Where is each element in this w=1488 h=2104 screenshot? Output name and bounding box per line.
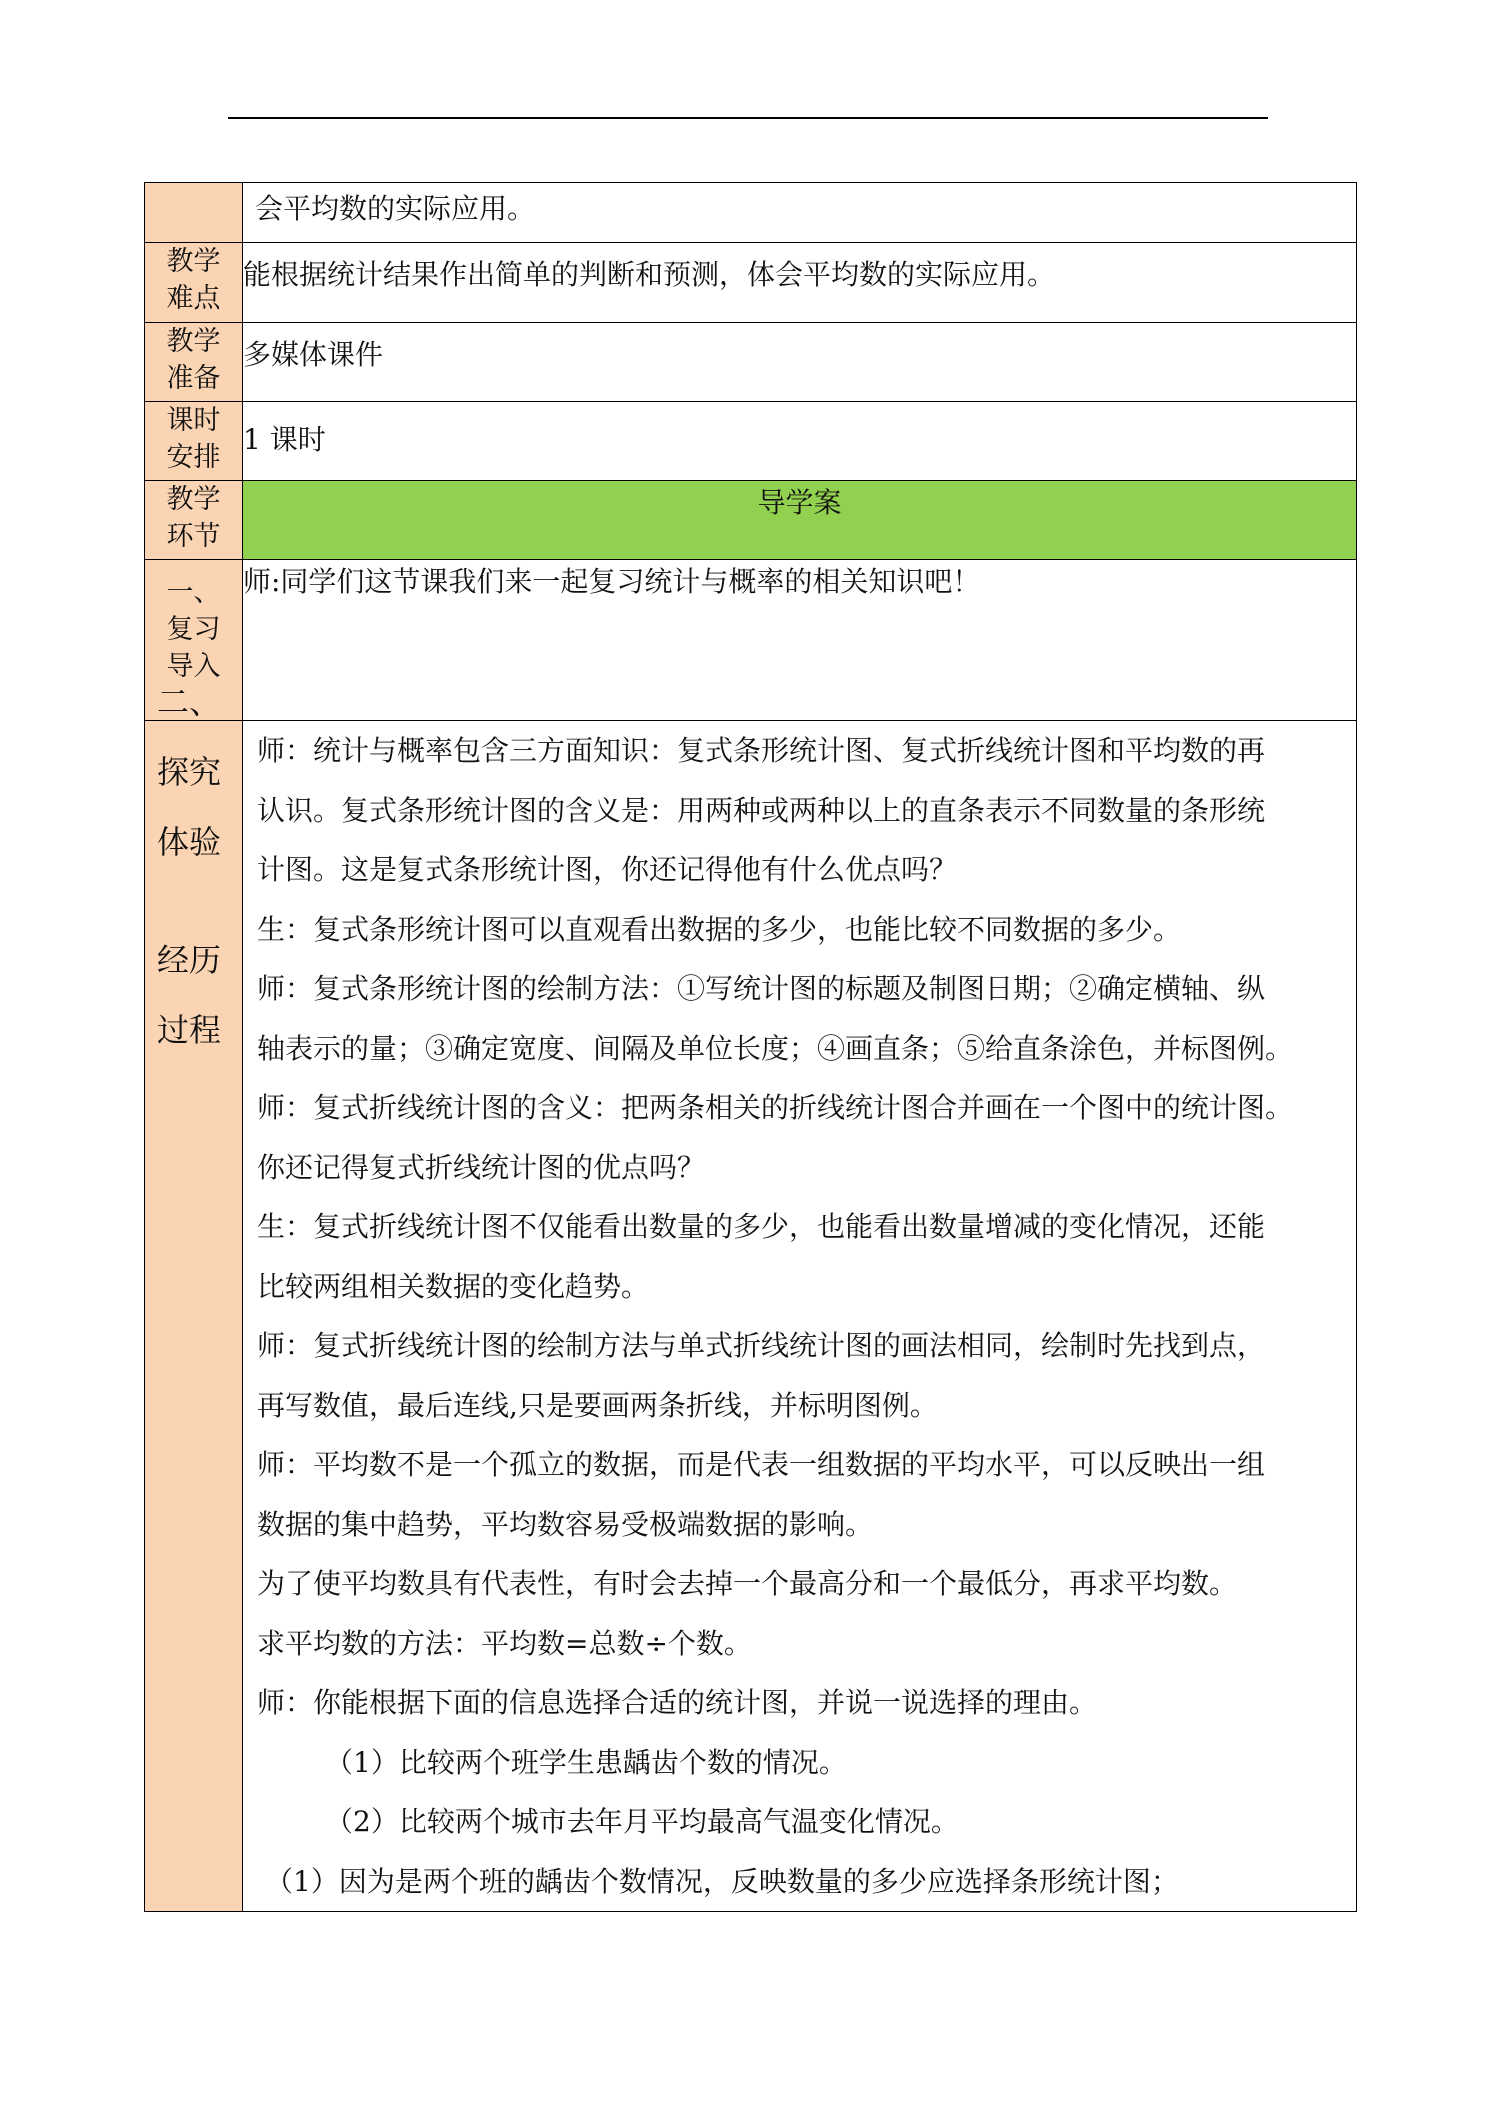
paragraph-line: 生：复式条形统计图可以直观看出数据的多少，也能比较不同数据的多少。 [257,912,1182,946]
prep-text: 多媒体课件 [243,323,1357,402]
row-label-line-2: 探究 [157,753,222,791]
table-row-explore [145,721,1357,1912]
row-label-line-4: 经历 [157,941,222,979]
row-label-line-2: 准备 [166,363,221,394]
continuation-text: 会平均数的实际应用。 [243,183,1357,243]
paragraph-line: （1）因为是两个班的龋齿个数情况，反映数量的多少应选择条形统计图； [265,1864,1179,1898]
table-row-review [145,560,1357,721]
row-label-line-5: 过程 [157,1011,222,1049]
paragraph-line: （1）比较两个班学生患龋齿个数的情况。 [325,1745,847,1779]
paragraph-line: 数据的集中趋势，平均数容易受极端数据的影响。 [257,1507,874,1541]
table-row-section [145,481,1357,560]
row-label-prep [145,323,243,402]
paragraph-line: 师：统计与概率包含三方面知识：复式条形统计图、复式折线统计图和平均数的再 [257,734,1266,767]
row-label-line-2: 复习 [166,614,221,645]
table-row-schedule [145,402,1357,481]
row-label-line-2: 难点 [166,283,221,314]
difficulty-text: 能根据统计结果作出简单的判断和预测，体会平均数的实际应用。 [243,243,1357,323]
table-row-continuation [145,183,1357,243]
paragraph-line: 认识。复式条形统计图的含义是：用两种或两种以上的直条表示不同数量的条形统 [257,793,1266,827]
explore-content [243,721,1357,1912]
lesson-plan-table [144,182,1357,1912]
paragraph-line: 师：你能根据下面的信息选择合适的统计图，并说一说选择的理由。 [257,1686,1098,1719]
paragraph-line: 师：复式折线统计图的绘制方法与单式折线统计图的画法相同，绘制时先找到点， [257,1329,1266,1362]
paragraph-line: 师：平均数不是一个孤立的数据，而是代表一组数据的平均水平，可以反映出一组 [257,1448,1266,1481]
paragraph-line: 求平均数的方法：平均数=总数÷个数。 [257,1626,752,1660]
row-label-line-1: 一、 [166,577,221,608]
paragraph-line: 师：复式折线统计图的含义：把两条相关的折线统计图合并画在一个图中的统计图。 [257,1091,1294,1124]
section-heading: 导学案 [243,481,1357,560]
paragraph-line: 你还记得复式折线统计图的优点吗？ [257,1150,706,1184]
paragraph-line: 师：复式条形统计图的绘制方法：①写统计图的标题及制图日期；②确定横轴、纵 [257,972,1266,1005]
paragraph-line: 为了使平均数具有代表性，有时会去掉一个最高分和一个最低分，再求平均数。 [257,1567,1238,1600]
row-label-line-2: 环节 [166,521,221,552]
row-label-line-1: 教学 [166,484,221,515]
schedule-text: 1 课时 [243,402,1357,481]
row-label-line-1: 教学 [166,326,221,357]
row-label-line-1: 课时 [166,405,221,436]
row-label-line-3: 导入 [166,651,221,682]
row-label-line-1: 二、 [157,683,222,721]
header-rule [228,117,1268,119]
paragraph-line: 计图。这是复式条形统计图，你还记得他有什么优点吗？ [257,853,958,886]
paragraph-line: 比较两组相关数据的变化趋势。 [257,1269,650,1303]
paragraph-line: 生：复式折线统计图不仅能看出数量的多少，也能看出数量增减的变化情况，还能 [257,1210,1266,1243]
row-label-difficulty [145,243,243,323]
row-label-section [145,481,243,560]
paragraph-line: （2）比较两个城市去年月平均最高气温变化情况。 [325,1805,959,1838]
paragraph-line: 再写数值，最后连线,只是要画两条折线，并标明图例。 [257,1388,938,1422]
row-label-line-3: 体验 [157,823,222,861]
paragraph-line: 轴表示的量；③确定宽度、间隔及单位长度；④画直条；⑤给直条涂色，并标图例。 [257,1031,1294,1065]
row-label-line-1: 教学 [166,246,221,277]
review-text: 师:同学们这节课我们来一起复习统计与概率的相关知识吧！ [243,560,1357,721]
row-label-schedule [145,402,243,481]
table-row-difficulty [145,243,1357,323]
row-label-empty [145,183,243,243]
table-row-prep [145,323,1357,402]
row-label-line-2: 安排 [166,442,221,473]
row-label-explore [145,683,243,1912]
